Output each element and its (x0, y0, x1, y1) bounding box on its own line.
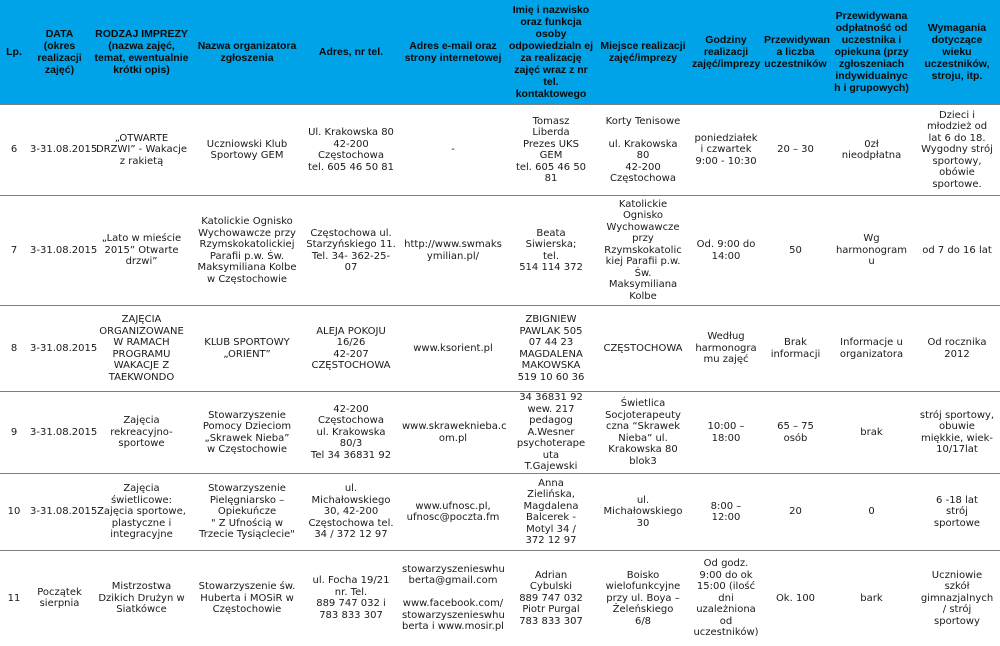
col-header-date: DATA (okres realizacji zajęć) (28, 0, 91, 105)
cell-lp: 9 (0, 392, 28, 474)
cell-email: - (400, 105, 506, 196)
cell-requirements: Dzieci i młodzież od lat 6 do 18. Wygodny strój sportowy, obówie sportowe. (914, 105, 1000, 196)
cell-lp: 7 (0, 196, 28, 306)
cell-lp: 10 (0, 474, 28, 551)
cell-date: 3-31.08.2015 (28, 392, 91, 474)
cell-address: Częstochowa ul. Starzyńskiego 11. Tel. 34- 362-25- 07 (302, 196, 400, 306)
cell-email[interactable]: www.skrawekniebа.c om.pl (400, 392, 506, 474)
cell-event: ZAJĘCIA ORGANIZOWANE W RAMACH PROGRAMU WAKACJE Z TAEKWONDO (91, 306, 192, 392)
cell-address: ul. Focha 19/21 nr. Tel. 889 747 032 i 783 833 307 (302, 551, 400, 646)
cell-fee: brak (829, 392, 914, 474)
table-row (0, 196, 1000, 306)
cell-person: 34 36831 92 wew. 217 pedagog A.Wesner psychoterape uta T.Gajewski (506, 392, 596, 474)
cell-date: 3-31.08.2015 (28, 306, 91, 392)
cell-count: 65 – 75 osób (762, 392, 829, 474)
cell-fee: 0 (829, 474, 914, 551)
cell-person: Anna Zielińska, Magdalena Balcerek - Motyl 34 / 372 12 97 (506, 474, 596, 551)
cell-lp: 11 (0, 551, 28, 646)
cell-requirements: Od rocznika 2012 (914, 306, 1000, 392)
cell-person: Adrian Cybulski 889 747 032 Piotr Purgal 783 833 307 (506, 551, 596, 646)
cell-place: CZĘSTOCHOWA (596, 306, 690, 392)
col-header-hours: Godziny realizacji zajęć/imprezy (690, 0, 762, 105)
cell-organizer: KLUB SPORTOWY „ORIENT” (192, 306, 302, 392)
col-header-fee: Przewidywana odpłatność od uczestnika i opiekuna (przy zgłoszeniach indywidualnyc h i grupowych) (829, 0, 914, 105)
cell-lp: 8 (0, 306, 28, 392)
cell-address: Ul. Krakowska 80 42-200 Częstochowa tel. 605 46 50 81 (302, 105, 400, 196)
cell-person: Tomasz Liberda Prezes UKS GEM tel. 605 46 50 81 (506, 105, 596, 196)
col-header-requirements: Wymagania dotyczące wieku uczestników, stroju, itp. (914, 0, 1000, 105)
cell-date: 3-31.08.2015 (28, 196, 91, 306)
cell-date: 3-31.08.2015 (28, 474, 91, 551)
cell-event: Mistrzostwa Dzikich Drużyn w Siatkówce (91, 551, 192, 646)
cell-event: „OTWARTE DRZWI” - Wakacje z rakietą (91, 105, 192, 196)
cell-organizer: Katolickie Ognisko Wychowawcze przy Rzymskokatolickiej Parafii p.w. Św. Maksymiliana Kolbe w Częstochowie (192, 196, 302, 306)
cell-place: Boisko wielofunkcyjne przy ul. Boya – Żeleńskiego 6/8 (596, 551, 690, 646)
cell-email[interactable]: www.ufnosc.pl, ufnosc@poczta.fm (400, 474, 506, 551)
cell-count: Brak informacji (762, 306, 829, 392)
col-header-email: Adres e-mail oraz strony internetowej (400, 0, 506, 105)
cell-organizer: Uczniowski Klub Sportowy GEM (192, 105, 302, 196)
cell-fee: Wg harmonogram u (829, 196, 914, 306)
col-header-event: RODZAJ IMPREZY (nazwa zajęć, temat, ewentualnie krótki opis) (91, 0, 192, 105)
table-row (0, 474, 1000, 551)
cell-organizer: Stowarzyszenie Pielęgniarsko – Opiekuńcze " Z Ufnością w Trzecie Tysiąclecie" (192, 474, 302, 551)
cell-email[interactable]: stowarzyszenieswhu berta@gmail.com www.facebook.com/ stowarzyszenieswhu berta i www.mosir.pl (400, 551, 506, 646)
cell-person: Beata Siwierska; tel. 514 114 372 (506, 196, 596, 306)
header-row (0, 0, 1000, 105)
cell-address: ul. Michałowskiego 30, 42-200 Częstochowa tel. 34 / 372 12 97 (302, 474, 400, 551)
cell-fee: 0zł nieodpłatna (829, 105, 914, 196)
col-header-organizer: Nazwa organizatora zgłoszenia (192, 0, 302, 105)
col-header-place: Miejsce realizacji zajęć/imprezy (596, 0, 690, 105)
cell-date: 3-31.08.2015 (28, 105, 91, 196)
cell-count: 20 (762, 474, 829, 551)
table-row (0, 306, 1000, 392)
cell-organizer: Stowarzyszenie św. Huberta i MOSiR w Częstochowie (192, 551, 302, 646)
table-row (0, 105, 1000, 196)
cell-person: ZBIGNIEW PAWLAK 505 07 44 23 MAGDALENA MAKOWSKA 519 10 60 36 (506, 306, 596, 392)
cell-hours: 8:00 – 12:00 (690, 474, 762, 551)
cell-place: Katolickie Ognisko Wychowawcze przy Rzymskokatolic kiej Parafii p.w. Św. Maksymiliana Kolbe (596, 196, 690, 306)
col-header-lp: Lp. (0, 0, 28, 105)
cell-address: 42-200 Częstochowa ul. Krakowska 80/3 Tel 34 36831 92 (302, 392, 400, 474)
cell-requirements: 6 -18 lat strój sportowe (914, 474, 1000, 551)
cell-hours: Od godz. 9:00 do ok 15:00 (ilość dni uzależniona od uczestników) (690, 551, 762, 646)
cell-lp: 6 (0, 105, 28, 196)
cell-count: Ok. 100 (762, 551, 829, 646)
cell-hours: poniedziałek i czwartek 9:00 - 10:30 (690, 105, 762, 196)
col-header-count: Przewidywan a liczba uczestników (762, 0, 829, 105)
cell-requirements: strój sportowy, obuwie miękkie, wiek- 10/17lat (914, 392, 1000, 474)
cell-place: Świetlica Socjoterapeuty czna “Skrawek Nieba” ul. Krakowska 80 blok3 (596, 392, 690, 474)
cell-event: Zajęcia świetlicowe: Zajęcia sportowe, plastyczne i integracyjne (91, 474, 192, 551)
cell-event: Zajęcia rekreacyjno- sportowe (91, 392, 192, 474)
col-header-address: Adres, nr tel. (302, 0, 400, 105)
cell-hours: Według harmonogra mu zajęć (690, 306, 762, 392)
cell-fee: bark (829, 551, 914, 646)
cell-event: „Lato w mieście 2015” Otwarte drzwi” (91, 196, 192, 306)
cell-address: ALEJA POKOJU 16/26 42-207 CZĘSTOCHOWA (302, 306, 400, 392)
cell-fee: Informacje u organizatora (829, 306, 914, 392)
col-header-person: Imię i nazwisko oraz funkcja osoby odpowiedzialn ej za realizację zajęć wraz z nr tel. kontaktowego (506, 0, 596, 105)
cell-place: ul. Michałowskiego 30 (596, 474, 690, 551)
cell-requirements: Uczniowie szkół gimnazjalnych / strój sportowy (914, 551, 1000, 646)
cell-organizer: Stowarzyszenie Pomocy Dzieciom „Skrawek Nieba” w Częstochowie (192, 392, 302, 474)
cell-date: Początek sierpnia (28, 551, 91, 646)
cell-requirements: od 7 do 16 lat (914, 196, 1000, 306)
cell-email[interactable]: http://www.swmaks ymilian.pl/ (400, 196, 506, 306)
cell-count: 20 – 30 (762, 105, 829, 196)
table-row (0, 551, 1000, 646)
cell-hours: 10:00 – 18:00 (690, 392, 762, 474)
cell-count: 50 (762, 196, 829, 306)
cell-hours: Od. 9:00 do 14:00 (690, 196, 762, 306)
cell-email[interactable]: www.ksorient.pl (400, 306, 506, 392)
table-row (0, 392, 1000, 474)
cell-place: Korty Tenisowe ul. Krakowska 80 42-200 Częstochowa (596, 105, 690, 196)
